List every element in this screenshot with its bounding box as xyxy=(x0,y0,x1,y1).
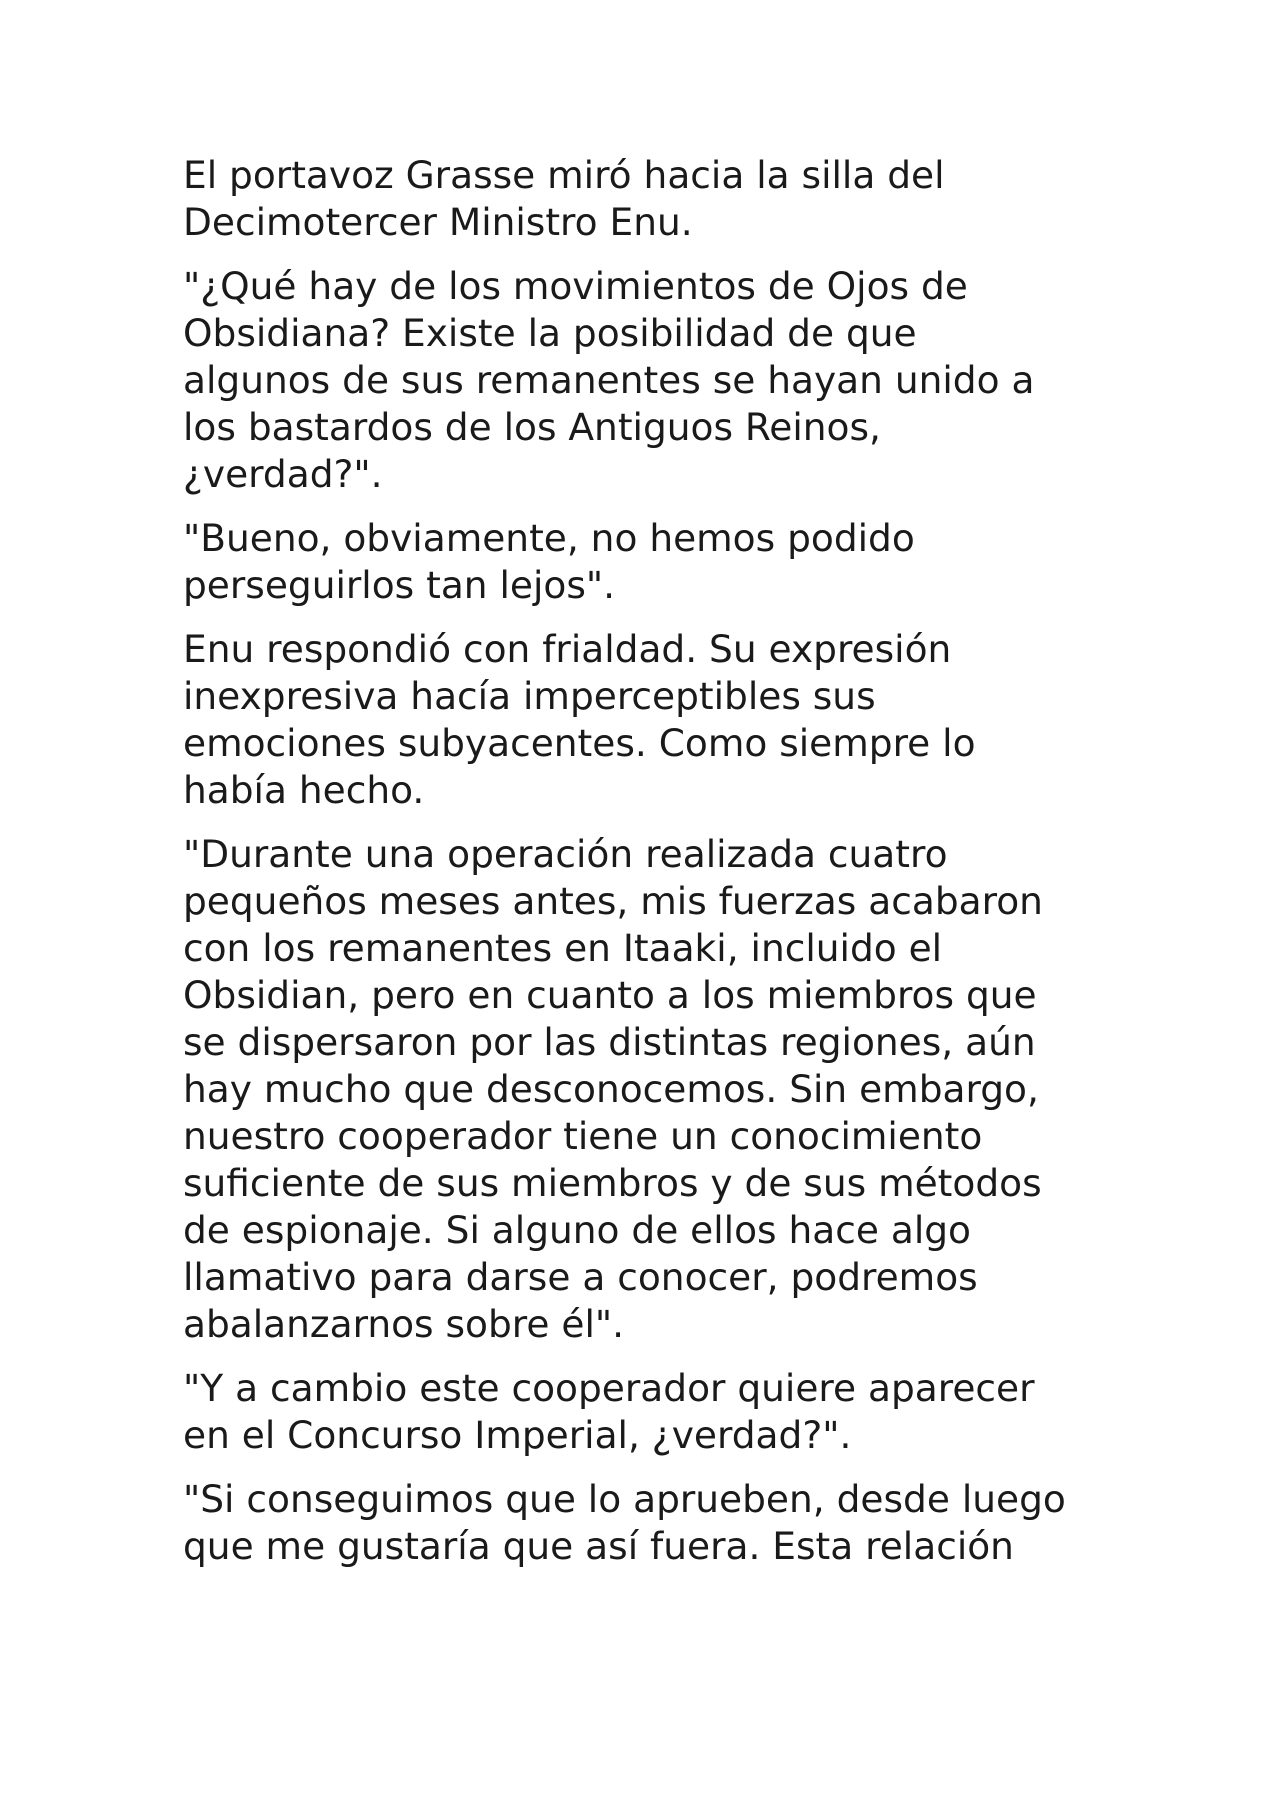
text-line: ¿verdad?". xyxy=(183,452,383,496)
paragraph-4 xyxy=(183,626,1183,814)
text-line: El portavoz Grasse miró hacia la silla del xyxy=(183,153,945,197)
text-line: pequeños meses antes, mis fuerzas acabaron xyxy=(183,879,1043,923)
paragraph-6 xyxy=(183,1365,1183,1459)
text-line: "¿Qué hay de los movimientos de Ojos de xyxy=(183,264,968,308)
text-line: abalanzarnos sobre él". xyxy=(183,1302,625,1346)
text-line: "Durante una operación realizada cuatro xyxy=(183,832,948,876)
text-line: de espionaje. Si alguno de ellos hace algo xyxy=(183,1208,971,1252)
text-line: se dispersaron por las distintas regiones, aún xyxy=(183,1020,1036,1064)
paragraph-3 xyxy=(183,515,1183,609)
text-line: Enu respondió con frialdad. Su expresión xyxy=(183,627,952,671)
document-page xyxy=(183,152,1183,1587)
paragraph-1 xyxy=(183,152,1183,246)
text-line: "Si conseguimos que lo aprueben, desde luego xyxy=(183,1477,1066,1521)
text-line: llamativo para darse a conocer, podremos xyxy=(183,1255,978,1299)
text-line: en el Concurso Imperial, ¿verdad?". xyxy=(183,1413,852,1457)
text-line: había hecho. xyxy=(183,768,425,812)
paragraph-2 xyxy=(183,263,1183,498)
text-line: perseguirlos tan lejos". xyxy=(183,563,616,607)
text-line: que me gustaría que así fuera. Esta relación xyxy=(183,1524,1014,1568)
text-line: algunos de sus remanentes se hayan unido a xyxy=(183,358,1035,402)
paragraph-5 xyxy=(183,831,1183,1348)
text-line: hay mucho que desconocemos. Sin embargo, xyxy=(183,1067,1039,1111)
text-line: los bastardos de los Antiguos Reinos, xyxy=(183,405,881,449)
text-line: suficiente de sus miembros y de sus métodos xyxy=(183,1161,1042,1205)
text-line: nuestro cooperador tiene un conocimiento xyxy=(183,1114,983,1158)
text-line: Decimotercer Ministro Enu. xyxy=(183,200,693,244)
paragraph-7 xyxy=(183,1476,1183,1570)
text-line: "Bueno, obviamente, no hemos podido xyxy=(183,516,915,560)
text-line: con los remanentes en Itaaki, incluido el xyxy=(183,926,943,970)
text-line: inexpresiva hacía imperceptibles sus xyxy=(183,674,876,718)
text-line: emociones subyacentes. Como siempre lo xyxy=(183,721,976,765)
text-line: Obsidiana? Existe la posibilidad de que xyxy=(183,311,917,355)
text-line: Obsidian, pero en cuanto a los miembros que xyxy=(183,973,1037,1017)
text-line: "Y a cambio este cooperador quiere aparecer xyxy=(183,1366,1035,1410)
